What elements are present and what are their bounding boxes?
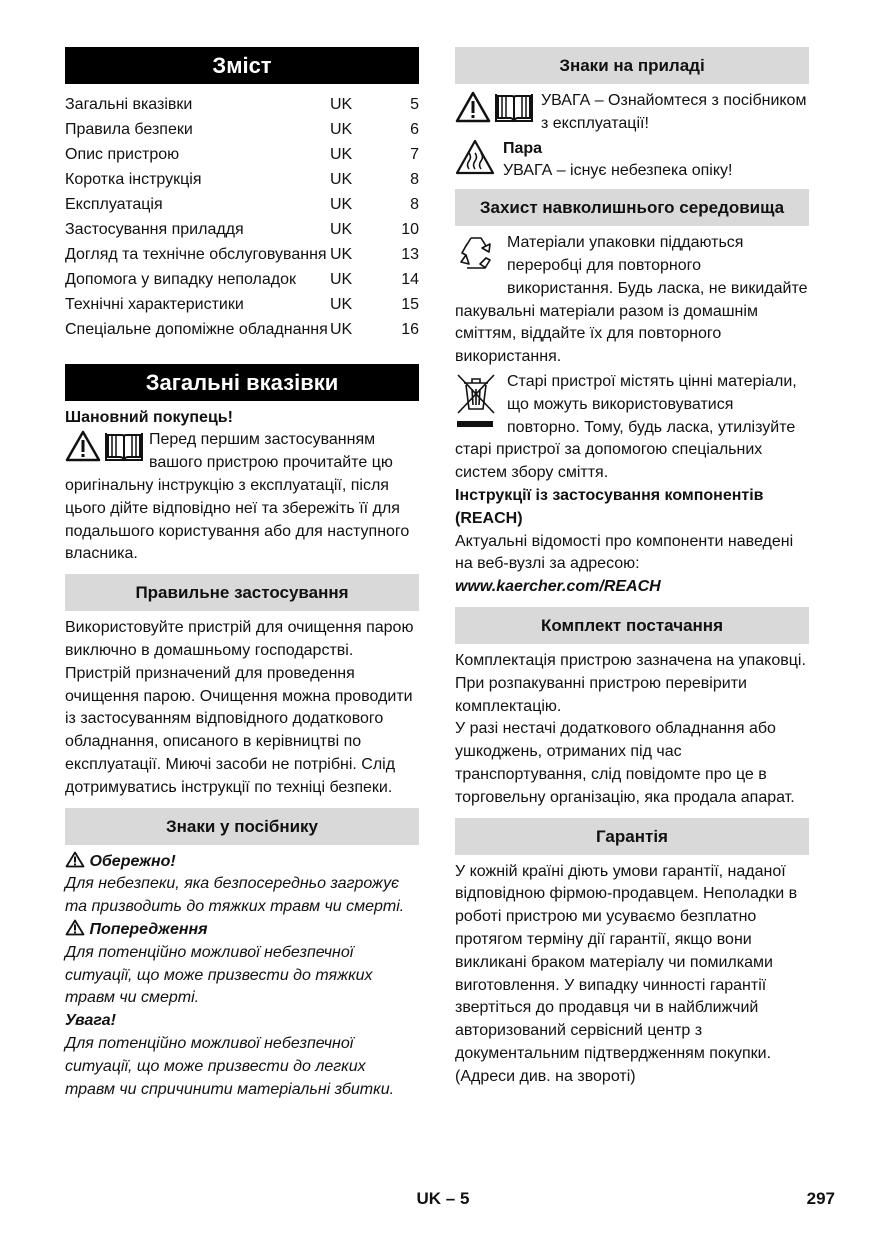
steam-warning-texts: [503, 138, 732, 184]
right-column: [455, 47, 809, 1088]
toc-title: Правила безпеки: [65, 120, 193, 138]
steam-warning-icons: [455, 139, 495, 175]
toc-row[interactable]: [65, 119, 419, 142]
reach-text: Актуальні відомості про компоненти наведені на веб-вузлі за адресою:: [455, 532, 794, 573]
manual-book-icon: [105, 430, 143, 462]
toc-title: Опис пристрою: [65, 145, 180, 163]
scope-header: Комплект постачання: [455, 607, 809, 644]
toc-lang: UK: [330, 120, 353, 138]
warranty-header: Гарантія: [455, 818, 809, 855]
toc-title: Допомога у випадку неполадок: [65, 270, 297, 288]
caution-text: Для потенційно можливої небезпечної ситуації, що може призвести до легких травм чи спричинити матеріальні збитки.: [65, 1034, 395, 1098]
old-devices-block: [455, 371, 809, 485]
general-header: Загальні вказівки: [65, 364, 419, 401]
left-column: [65, 47, 419, 1101]
warning-triangle-icon: [455, 91, 491, 123]
warning-triangle-icon: [65, 851, 85, 868]
warranty-text: У кожній країні діють умови гарантії, наданої відповідною фірмою-продавцем. Неполадки в роботі пристрою ми усуваємо безплатно протягом терміну дії гарантії, якщо вони викликані браком матеріалу чи помилками виготовлення. У випадку чинності гарантії звертіться до продавця чи в найближчий авторизований сервісний центр з документальним підтвердженням покупки. (Адреси див. на звороті): [455, 862, 798, 1085]
manual-book-icon: [495, 91, 533, 123]
toc-row[interactable]: [65, 319, 419, 342]
toc-page: 8: [410, 195, 419, 213]
toc-title: Технічні характеристики: [65, 295, 244, 313]
footer-label: UK – 5: [416, 1189, 470, 1208]
environment-header: Захист навколишнього середовища: [455, 189, 809, 226]
toc-lang: UK: [330, 145, 353, 163]
symbols-manual-header: Знаки у посібнику: [65, 808, 419, 845]
steam-warning-row: [455, 138, 809, 184]
scope-text-1: Комплектація пристрою зазначена на упаковці. При розпакуванні пристрою перевірити комплектацію.: [455, 651, 806, 715]
toc-lang: UK: [330, 270, 353, 288]
toc-page: 7: [410, 145, 419, 163]
toc-title: Експлуатація: [65, 195, 163, 213]
toc-row[interactable]: [65, 194, 419, 217]
crossed-bin-icon: [455, 373, 497, 429]
toc-title: Коротка інструкція: [65, 170, 202, 188]
toc-title: Застосування приладдя: [65, 220, 244, 238]
toc-page: 8: [410, 170, 419, 188]
reach-url[interactable]: www.kaercher.com/REACH: [455, 578, 661, 596]
toc-row[interactable]: [65, 219, 419, 242]
warning-title-line: [65, 919, 419, 942]
general-text-block: [65, 429, 419, 566]
danger-title: Обережно!: [89, 852, 176, 870]
device-symbols-header: Знаки на приладі: [455, 47, 809, 84]
old-devices-text: Старі пристрої містять цінні матеріали, що можуть використовуватися повторно. Тому, будь ласка, утилізуйте старі пристрої за допомогою спеціальних систем збору сміття.: [455, 372, 797, 482]
recycle-icon-wrap: [455, 234, 501, 280]
toc-page: 13: [401, 245, 419, 263]
toc-page: 10: [401, 220, 419, 238]
toc-lang: UK: [330, 295, 353, 313]
intended-use-text: Використовуйте пристрій для очищення парою виключно в домашньому господарстві. Пристрій призначений для проведення очищення парою. Очищення можна проводити із застосуванням відповідного додаткового обладнання, описаного в керівництві по експлуатації. Миючі засоби не потрібні. Слід дотримуватись інструкції по техніці безпеки.: [65, 619, 414, 796]
toc-lang: UK: [330, 220, 353, 238]
scope-text-2: У разі нестачі додаткового обладнання або ушкоджень, отриманих під час транспортування, слід повідомте про це в торговельну організацію, яка продала апарат.: [455, 720, 795, 806]
steam-title: Пара: [503, 139, 543, 157]
toc-lang: UK: [330, 96, 353, 113]
toc-page: 5: [410, 96, 419, 113]
toc-page: 14: [401, 270, 419, 288]
toc-page: 15: [401, 295, 419, 313]
recycle-icon: [455, 234, 497, 272]
general-text: Перед першим застосуванням вашого пристрою прочитайте цю оригінальну інструкцію з експлуатації, після цього дійте відповідно неї та збережіть її для подальшого користування або для наступного власника.: [65, 431, 410, 563]
manual-warning-icons: [455, 91, 533, 123]
manual-warning-row: [455, 90, 809, 136]
steam-warning-text: УВАГА – існує небезпека опіку!: [503, 162, 733, 180]
hot-steam-icon: [455, 139, 495, 175]
toc-header: Зміст: [65, 47, 419, 84]
toc-row[interactable]: [65, 144, 419, 167]
toc-row[interactable]: [65, 169, 419, 192]
toc-title: Загальні вказівки: [65, 96, 193, 113]
manual-warning-text: УВАГА – Ознайомтеся з посібником з експлуатації!: [541, 92, 807, 132]
warning-triangle-icon: [65, 430, 101, 462]
toc-lang: UK: [330, 245, 353, 263]
table-of-contents: [65, 94, 419, 342]
toc-row[interactable]: [65, 94, 419, 117]
packaging-block: [455, 232, 809, 369]
toc-lang: UK: [330, 170, 353, 188]
warning-triangle-icon: [65, 919, 85, 936]
toc-page: 16: [401, 320, 419, 338]
warning-title: Попередження: [89, 921, 208, 938]
danger-text: Для небезпеки, яка безпосередньо загрожує та призводить до тяжких травм чи смерті.: [65, 875, 405, 916]
danger-title-line: [65, 851, 419, 874]
toc-row[interactable]: [65, 244, 419, 267]
warning-text: Для потенційно можливої небезпечної ситуації, що може призвести до тяжких травм чи смерті.: [65, 943, 373, 1007]
toc-page: 6: [410, 120, 419, 138]
toc-row[interactable]: [65, 294, 419, 317]
dear-customer: Шановний покупець!: [65, 408, 233, 426]
toc-row[interactable]: [65, 269, 419, 292]
toc-lang: UK: [330, 195, 353, 213]
caution-title: Увага!: [65, 1012, 116, 1030]
reach-title: Інструкції із застосування компонентів (REACH): [455, 486, 764, 527]
general-icons: [65, 430, 143, 462]
footer-page-number: 297: [806, 1189, 835, 1208]
toc-title: Догляд та технічне обслуговування: [65, 245, 327, 263]
toc-title: Спеціальне допоміжне обладнання: [65, 320, 328, 338]
toc-lang: UK: [330, 320, 353, 338]
packaging-text: Матеріали упаковки піддаються переробці для повторного використання. Будь ласка, не викидайте пакувальні матеріали разом із домашнім сміттям, віддайте їх для повторного використання.: [455, 234, 808, 366]
intended-use-header: Правильне застосування: [65, 574, 419, 611]
crossed-bin-icon-wrap: [455, 373, 501, 437]
